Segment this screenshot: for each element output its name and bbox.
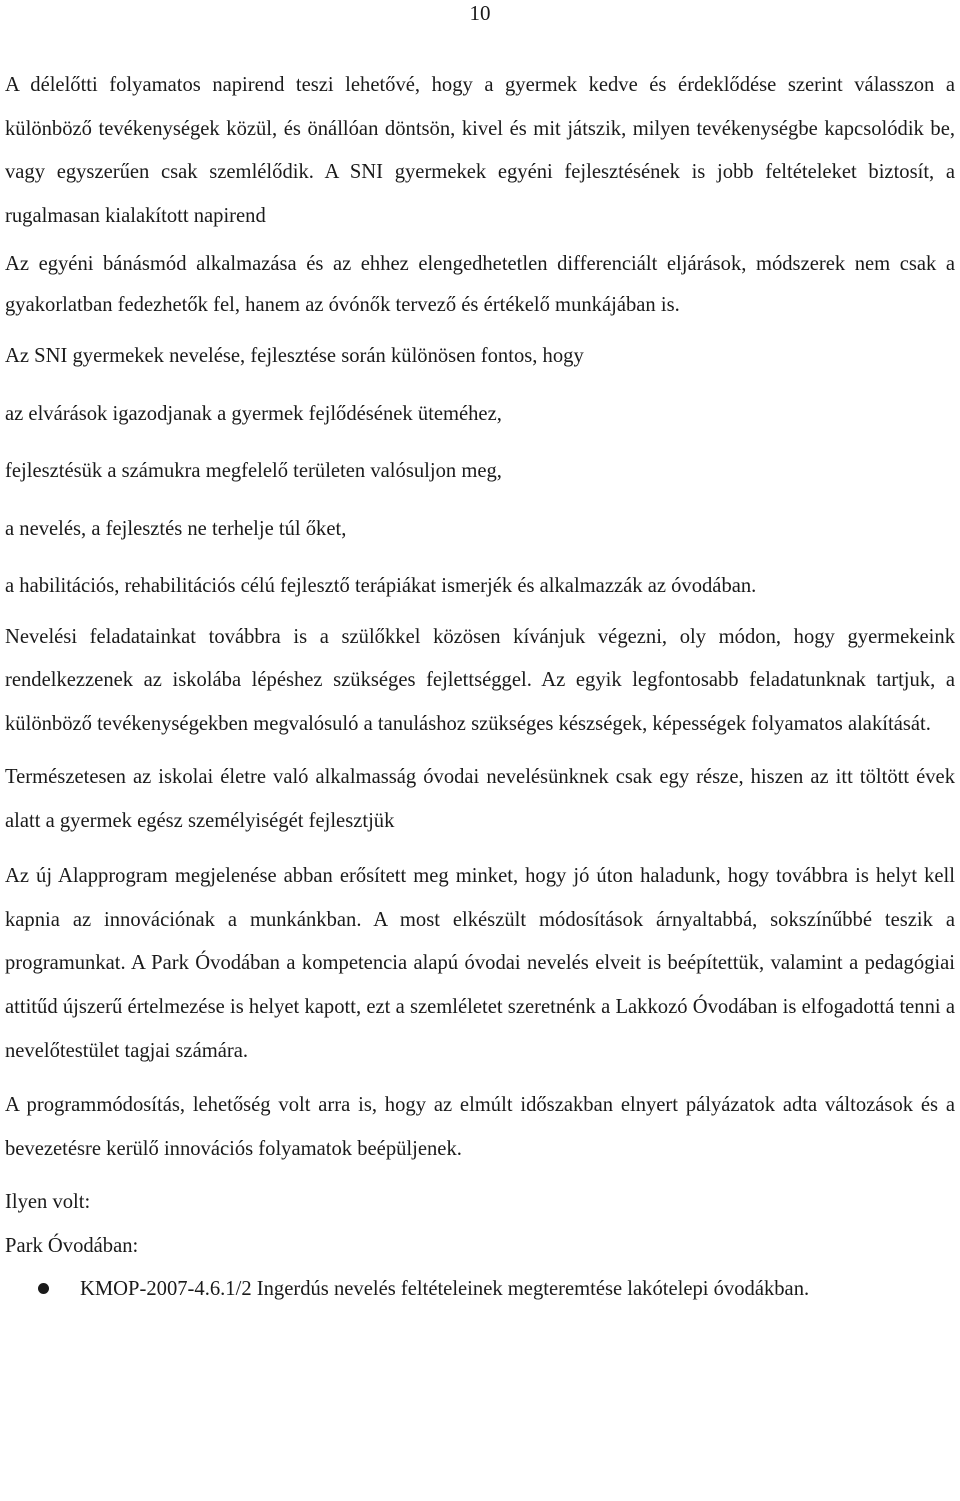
list-line-habilitacios: a habilitációs, rehabilitációs célú fejlesztő terápiákat ismerjék és alkalmazzák az óvodában.	[5, 575, 757, 597]
paragraph-nevelesi-feladataink: Nevelési feladatainkat továbbra is a szülőkkel közösen kívánjuk végezni, oly módon, hogy gyermekeink rendelkezzenek az iskolába lépéshez szükséges fejlettséggel. Az egyik legfontosabb feladatunknak tartjuk, a különböző tevékenységekben megvalósuló a tanuláshoz szükséges készségek, képességek folyamatos alakítását.	[5, 625, 955, 735]
paragraph-napirend: A délelőtti folyamatos napirend teszi lehetővé, hogy a gyermek kedve és érdeklődése szerint válasszon a különböző tevékenységek közül, és önállóan döntsön, kivel és mit játszik, milyen tevékenységbe kapcsolódik be, vagy egyszerűen csak szemlélődik. A SNI gyermekek egyéni fejlesztésének is jobb feltételeket biztosít, a rugalmasan kialakított napirend	[5, 74, 955, 227]
paragraph-programmodositas: A programmódosítás, lehetőség volt arra is, hogy az elmúlt időszakban elnyert pályázatok adta változások és a bevezetésre kerülő innovációs folyamatok beépüljenek.	[5, 1094, 955, 1160]
bullet-list-item	[5, 1268, 955, 1312]
paragraph-uj-alapprogram: Az új Alapprogram megjelenése abban erősített meg minket, hogy jó úton haladunk, hogy továbbra is helyt kell kapnia az innovációnak a munkánkban. A most elkészült módosítások árnyaltabbá, sokszínűbbé teszik a programunkat. A Park Óvodában a kompetencia alapú óvodai nevelés elveit is beépítettük, valamint a pedagógiai attitűd újszerű értelmezése is helyet kapott, ezt a szemléletet szeretnénk a Lakkozó Óvodában is elfogadottá tenni a nevelőtestület tagjai számára.	[5, 865, 955, 1062]
label-park-ovodaban: Park Óvodában:	[5, 1234, 139, 1257]
document-body	[5, 64, 955, 1312]
bullet-icon	[38, 1283, 49, 1294]
list-line-neveles: a nevelés, a fejlesztés ne terhelje túl őket,	[5, 517, 347, 540]
page-number: 10	[469, 1, 491, 25]
list-line-elvarasok: az elvárások igazodjanak a gyermek fejlődésének üteméhez,	[5, 402, 502, 425]
label-ilyen-volt: Ilyen volt:	[5, 1191, 91, 1214]
paragraph-egyeni-bansmod: Az egyéni bánásmód alkalmazása és az ehhez elengedhetetlen differenciált eljárások, módszerek nem csak a gyakorlatban fedezhetők fel, hanem az óvónők tervező és értékelő munkájában is.	[5, 253, 955, 316]
bullet-text: KMOP-2007-4.6.1/2 Ingerdús nevelés feltételeinek megteremtése lakótelepi óvodákban.	[80, 1278, 810, 1301]
paragraph-sni-nevelese: Az SNI gyermekek nevelése, fejlesztése során különösen fontos, hogy	[5, 345, 584, 367]
list-line-fejlesztesuk: fejlesztésük a számukra megfelelő területen valósuljon meg,	[5, 460, 502, 482]
paragraph-termeszetesen: Természetesen az iskolai életre való alkalmasság óvodai nevelésünknek csak egy része, hiszen az itt töltött évek alatt a gyermek egész személyiségét fejlesztjük	[5, 766, 955, 832]
